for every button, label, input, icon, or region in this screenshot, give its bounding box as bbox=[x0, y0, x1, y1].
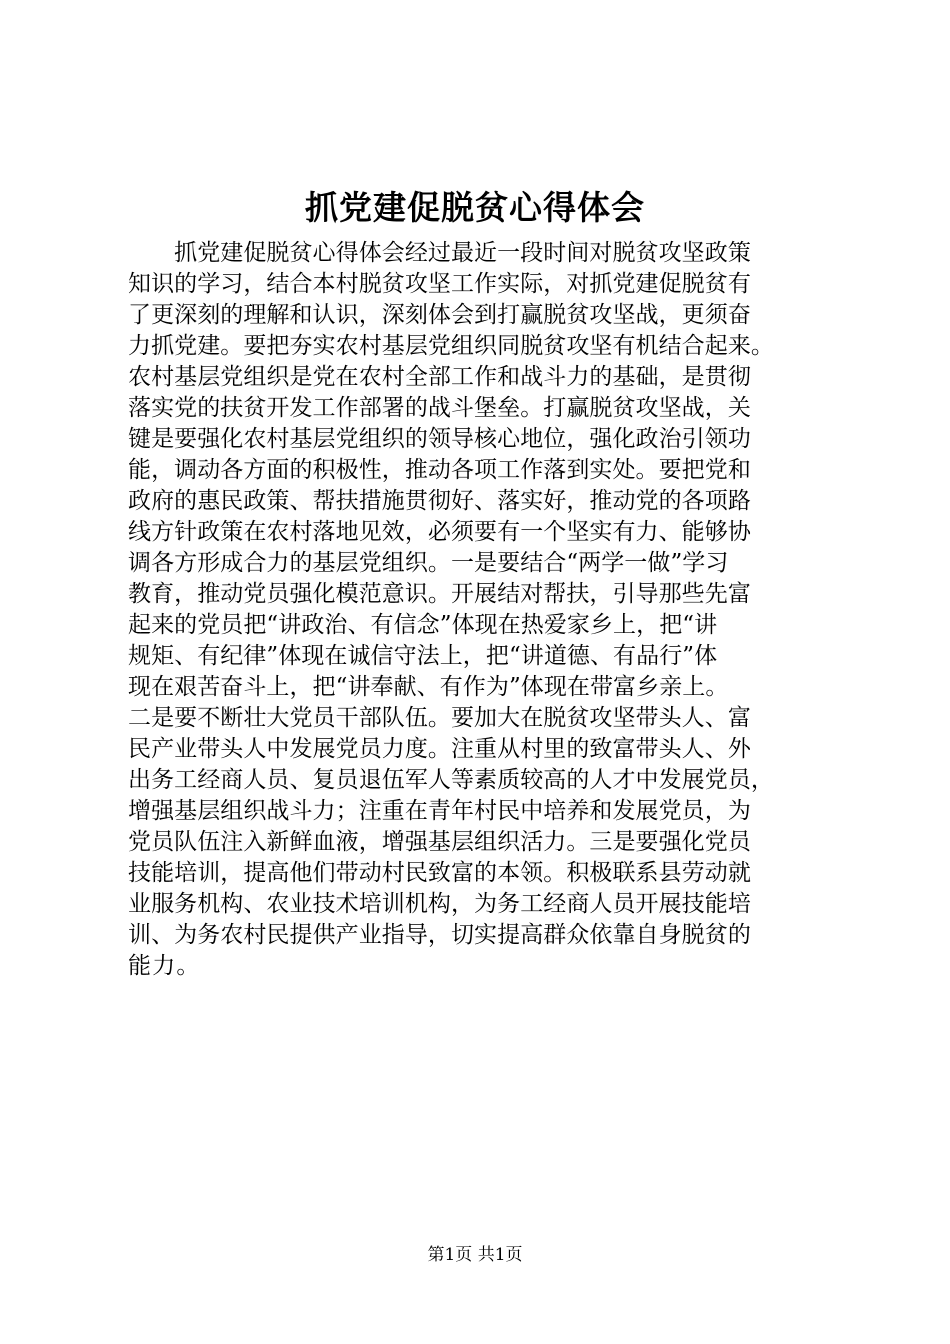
body-line: 政府的惠民政策、帮扶措施贯彻好、落实好，推动党的各项路 bbox=[128, 488, 751, 514]
body-line: 抓党建促脱贫心得体会经过最近一段时间对脱贫攻坚政策 bbox=[128, 240, 751, 266]
body-line: 线方针政策在农村落地见效，必须要有一个坚实有力、能够协 bbox=[128, 519, 751, 545]
body-line: 落实党的扶贫开发工作部署的战斗堡垒。打赢脱贫攻坚战，关 bbox=[128, 395, 751, 421]
body-line: 增强基层组织战斗力；注重在青年村民中培养和发展党员，为 bbox=[128, 798, 751, 824]
body-line: 力抓党建。要把夯实农村基层党组织同脱贫攻坚有机结合起来。 bbox=[128, 333, 774, 359]
body-line: 现在艰苦奋斗上，把“讲奉献、有作为”体现在带富乡亲上。 bbox=[128, 674, 729, 700]
body-line: 农村基层党组织是党在农村全部工作和战斗力的基础，是贯彻 bbox=[128, 364, 751, 390]
body-line: 了更深刻的理解和认识，深刻体会到打赢脱贫攻坚战，更须奋 bbox=[128, 302, 751, 328]
body-line: 民产业带头人中发展党员力度。注重从村里的致富带头人、外 bbox=[128, 736, 751, 762]
page-footer: 第1页 共1页 bbox=[427, 1245, 523, 1265]
body-paragraph bbox=[128, 238, 838, 982]
body-line: 技能培训，提高他们带动村民致富的本领。积极联系县劳动就 bbox=[128, 860, 751, 886]
body-line: 调各方形成合力的基层党组织。一是要结合“两学一做”学习 bbox=[128, 550, 729, 576]
body-line: 二是要不断壮大党员干部队伍。要加大在脱贫攻坚带头人、富 bbox=[128, 705, 751, 731]
body-line: 能力。 bbox=[128, 953, 201, 979]
body-line: 出务工经商人员、复员退伍军人等素质较高的人才中发展党员， bbox=[128, 767, 774, 793]
document-title: 抓党建促脱贫心得体会 bbox=[305, 188, 645, 227]
body-line: 教育，推动党员强化模范意识。开展结对帮扶，引导那些先富 bbox=[128, 581, 751, 607]
body-line: 键是要强化农村基层党组织的领导核心地位，强化政治引领功 bbox=[128, 426, 751, 452]
body-line: 知识的学习，结合本村脱贫攻坚工作实际，对抓党建促脱贫有 bbox=[128, 271, 751, 297]
body-line: 党员队伍注入新鲜血液，增强基层组织活力。三是要强化党员 bbox=[128, 829, 751, 855]
body-line: 能，调动各方面的积极性，推动各项工作落到实处。要把党和 bbox=[128, 457, 751, 483]
body-line: 规矩、有纪律”体现在诚信守法上，把“讲道德、有品行”体 bbox=[128, 643, 718, 669]
body-line: 业服务机构、农业技术培训机构，为务工经商人员开展技能培 bbox=[128, 891, 751, 917]
body-line: 训、为务农村民提供产业指导，切实提高群众依靠自身脱贫的 bbox=[128, 922, 751, 948]
body-line: 起来的党员把“讲政治、有信念”体现在热爱家乡上，把“讲 bbox=[128, 612, 718, 638]
